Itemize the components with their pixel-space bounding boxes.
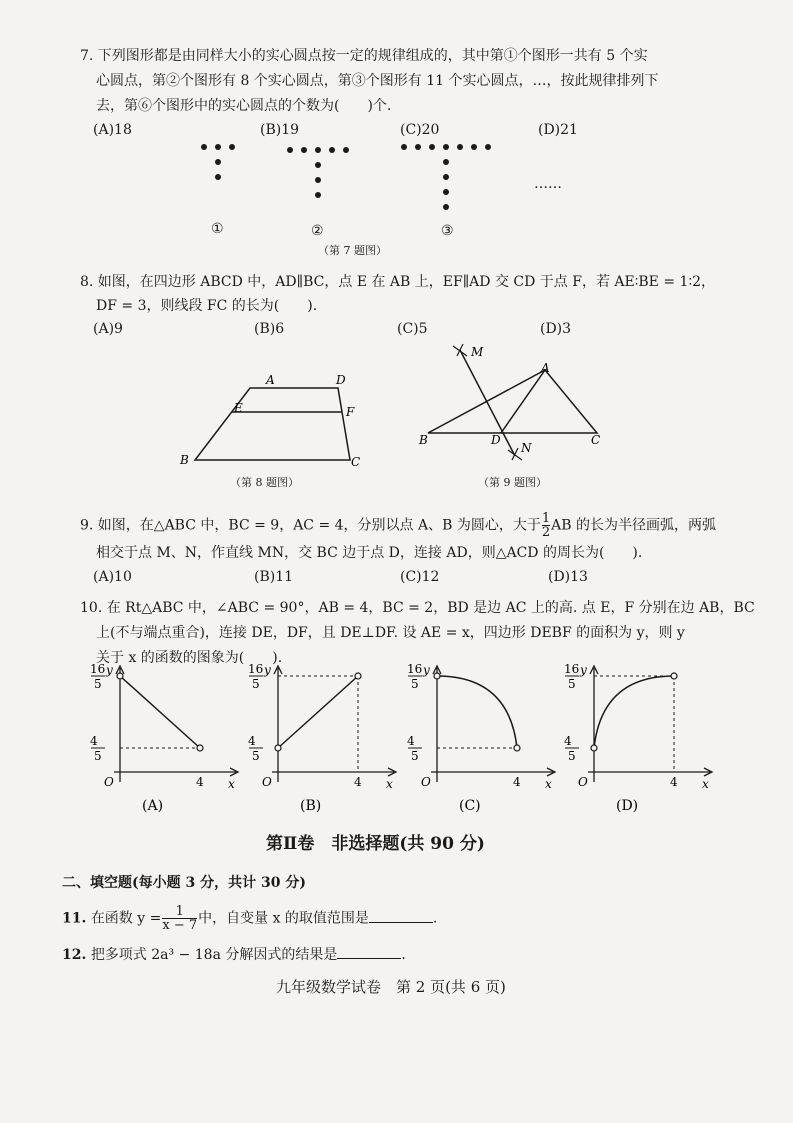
page-footer: 九年级数学试卷 第 2 页(共 6 页) bbox=[276, 978, 506, 996]
q9-triangle-figure bbox=[415, 340, 625, 465]
q8-label-b: B bbox=[180, 453, 189, 467]
q10-option-a: (A) bbox=[142, 798, 164, 814]
q11-frac-num: 1 bbox=[175, 904, 184, 919]
open-endpoint-end bbox=[355, 673, 361, 679]
q10-option-d: (D) bbox=[616, 798, 639, 814]
y-tick-16-5-num: 16 bbox=[407, 662, 423, 676]
open-endpoint-end bbox=[197, 745, 203, 751]
q10-graph-c bbox=[405, 660, 565, 820]
q9-label-n: N bbox=[521, 441, 532, 455]
q8-option-b: (B)6 bbox=[254, 321, 285, 337]
q10-line3: 关于 x 的函数的图象为( ). bbox=[96, 650, 283, 666]
y-tick-4-5-num: 4 bbox=[248, 734, 256, 748]
q7-option-c: (C)20 bbox=[400, 122, 440, 138]
y-tick-16-5-den: 5 bbox=[568, 677, 576, 691]
q9-option-b: (B)11 bbox=[254, 569, 294, 585]
q9-option-a: (A)10 bbox=[93, 569, 132, 585]
y-tick-16-5-den: 5 bbox=[252, 677, 260, 691]
y-tick-16-5 bbox=[248, 662, 263, 691]
y-tick-16-5-num: 16 bbox=[564, 662, 580, 676]
q7-line2: 心圆点，第②个图形有 8 个实心圆点，第③个图形有 11 个实心圆点，…，按此规律排列下 bbox=[96, 73, 659, 89]
q11-end-dot: . bbox=[432, 910, 438, 927]
q9-caption: （第 9 题图） bbox=[478, 476, 547, 489]
open-endpoint-end bbox=[514, 745, 520, 751]
q10-graph-d bbox=[562, 660, 722, 820]
q9-option-c: (C)12 bbox=[400, 569, 440, 585]
q8-option-c: (C)5 bbox=[397, 321, 428, 337]
origin-label: O bbox=[104, 775, 114, 789]
q11-answer-blank[interactable] bbox=[369, 908, 433, 923]
section-fill-in-blank: 二、填空题(每小题 3 分，共计 30 分) bbox=[62, 875, 306, 891]
x-tick-4: 4 bbox=[513, 775, 521, 789]
q8-label-f: F bbox=[346, 405, 355, 419]
q9-line2: 相交于点 M、N，作直线 MN，交 BC 边于点 D，连接 AD，则△ACD 的周长为( ). bbox=[96, 545, 643, 561]
q12-answer-blank[interactable] bbox=[337, 944, 401, 959]
y-tick-4-5-den: 5 bbox=[568, 749, 576, 763]
y-tick-4-5-den: 5 bbox=[94, 749, 102, 763]
x-tick-4: 4 bbox=[196, 775, 204, 789]
q8-trapezoid-figure bbox=[170, 370, 370, 470]
y-tick-4-5-num: 4 bbox=[90, 734, 98, 748]
q7-ellipsis: …… bbox=[534, 176, 562, 192]
y-tick-4-5 bbox=[564, 734, 579, 763]
origin-label: O bbox=[578, 775, 588, 789]
q8-label-e: E bbox=[234, 401, 243, 415]
x-tick-4: 4 bbox=[670, 775, 678, 789]
q11-number: 11. bbox=[62, 910, 87, 927]
q10-graph-b bbox=[246, 660, 406, 820]
series-curve-a bbox=[120, 676, 200, 748]
series-curve-b bbox=[278, 676, 358, 748]
y-tick-16-5 bbox=[407, 662, 422, 691]
q7-line3: 去，第⑥个图形中的实心圆点的个数为( )个. bbox=[96, 98, 392, 114]
y-tick-16-5-den: 5 bbox=[94, 677, 102, 691]
y-tick-4-5-den: 5 bbox=[252, 749, 260, 763]
x-axis-label: x bbox=[702, 777, 709, 791]
q11-fraction bbox=[162, 905, 197, 932]
q8-line2: DF = 3，则线段 FC 的长为( ). bbox=[96, 298, 318, 314]
q12-number: 12. bbox=[62, 947, 87, 963]
y-tick-16-5 bbox=[90, 662, 105, 691]
y-tick-4-5-num: 4 bbox=[564, 734, 572, 748]
y-axis-label: y bbox=[580, 663, 587, 677]
q9-label-d: D bbox=[491, 433, 501, 447]
open-endpoint-start bbox=[591, 745, 597, 751]
q11-text-b: 中，自变量 x 的取值范围是 bbox=[198, 910, 369, 927]
q7-label-1: ① bbox=[211, 221, 224, 237]
q9-label-b: B bbox=[419, 433, 428, 447]
q7-label-2: ② bbox=[311, 223, 324, 239]
q10-graph-a bbox=[88, 660, 248, 820]
q7-option-a: (A)18 bbox=[93, 122, 132, 138]
q7-line1: 7. 下列图形都是由同样大小的实心圆点按一定的规律组成的，其中第①个图形一共有 5 个实 bbox=[80, 48, 648, 64]
y-tick-16-5-num: 16 bbox=[90, 662, 106, 676]
q7-option-d: (D)21 bbox=[538, 122, 578, 138]
x-axis-label: x bbox=[228, 777, 235, 791]
open-endpoint-end bbox=[671, 673, 677, 679]
q8-option-d: (D)3 bbox=[540, 321, 572, 337]
q10-line1: 10. 在 Rt△ABC 中，∠ABC = 90°，AB = 4，BC = 2，BD 是边 AC 上的高. 点 E，F 分别在边 AB，BC bbox=[80, 600, 755, 616]
y-tick-4-5-num: 4 bbox=[407, 734, 415, 748]
y-tick-4-5 bbox=[248, 734, 263, 763]
x-tick-4: 4 bbox=[354, 775, 362, 789]
q8-label-a: A bbox=[266, 373, 275, 387]
q9-frac-num: 1 bbox=[541, 511, 551, 526]
y-axis-label: y bbox=[106, 663, 113, 677]
q9-label-m: M bbox=[471, 345, 484, 359]
q7-label-3: ③ bbox=[441, 223, 454, 239]
q8-line1: 8. 如图，在四边形 ABCD 中，AD∥BC，点 E 在 AB 上，EF∥AD 交 CD 于点 F，若 AE∶BE = 1∶2， bbox=[80, 274, 715, 290]
x-axis-label: x bbox=[545, 777, 552, 791]
q11-text-a: 在函数 y = bbox=[90, 910, 162, 927]
open-endpoint-start bbox=[275, 745, 281, 751]
y-tick-4-5 bbox=[407, 734, 422, 763]
y-tick-16-5-den: 5 bbox=[411, 677, 419, 691]
y-tick-4-5-den: 5 bbox=[411, 749, 419, 763]
q12 bbox=[62, 944, 406, 964]
q11-frac-den: x − 7 bbox=[162, 918, 198, 933]
y-tick-16-5-num: 16 bbox=[248, 662, 264, 676]
y-axis-label: y bbox=[423, 663, 430, 677]
y-tick-16-5 bbox=[564, 662, 579, 691]
q12-text: 把多项式 2a³ − 18a 分解因式的结果是 bbox=[90, 947, 338, 963]
q8-option-a: (A)9 bbox=[93, 321, 123, 337]
x-axis-label: x bbox=[386, 777, 393, 791]
q11 bbox=[62, 905, 437, 932]
q9-line1 bbox=[80, 512, 716, 539]
q7-option-b: (B)19 bbox=[260, 122, 300, 138]
q7-caption: （第 7 题图） bbox=[318, 244, 387, 257]
series-curve-d bbox=[594, 676, 674, 748]
q12-end-dot: . bbox=[401, 947, 406, 963]
origin-label: O bbox=[421, 775, 431, 789]
origin-label: O bbox=[262, 775, 272, 789]
q9-line1-part-a: 9. 如图，在△ABC 中，BC = 9，AC = 4，分别以点 A、B 为圆心，大于 bbox=[80, 517, 541, 534]
q10-option-b: (B) bbox=[300, 798, 322, 814]
q8-label-c: C bbox=[351, 455, 361, 469]
y-axis-label: y bbox=[264, 663, 271, 677]
q10-option-c: (C) bbox=[459, 798, 481, 814]
q9-frac-den: 2 bbox=[541, 525, 551, 540]
q9-line1-part-b: AB 的长为半径画弧，两弧 bbox=[551, 517, 716, 534]
y-tick-4-5 bbox=[90, 734, 105, 763]
q9-option-d: (D)13 bbox=[548, 569, 588, 585]
open-endpoint-start bbox=[117, 673, 123, 679]
open-endpoint-start bbox=[434, 673, 440, 679]
q9-fraction bbox=[542, 512, 550, 539]
q8-label-d: D bbox=[336, 373, 346, 387]
q9-label-a: A bbox=[541, 361, 550, 375]
series-curve-c bbox=[437, 676, 517, 748]
q10-line2: 上(不与端点重合)，连接 DE，DF，且 DE⊥DF. 设 AE = x，四边形 DEBF 的面积为 y，则 y bbox=[96, 625, 685, 641]
part2-heading: 第Ⅱ卷 非选择题(共 90 分) bbox=[266, 834, 485, 854]
q8-caption: （第 8 题图） bbox=[230, 476, 299, 489]
q9-label-c: C bbox=[591, 433, 601, 447]
